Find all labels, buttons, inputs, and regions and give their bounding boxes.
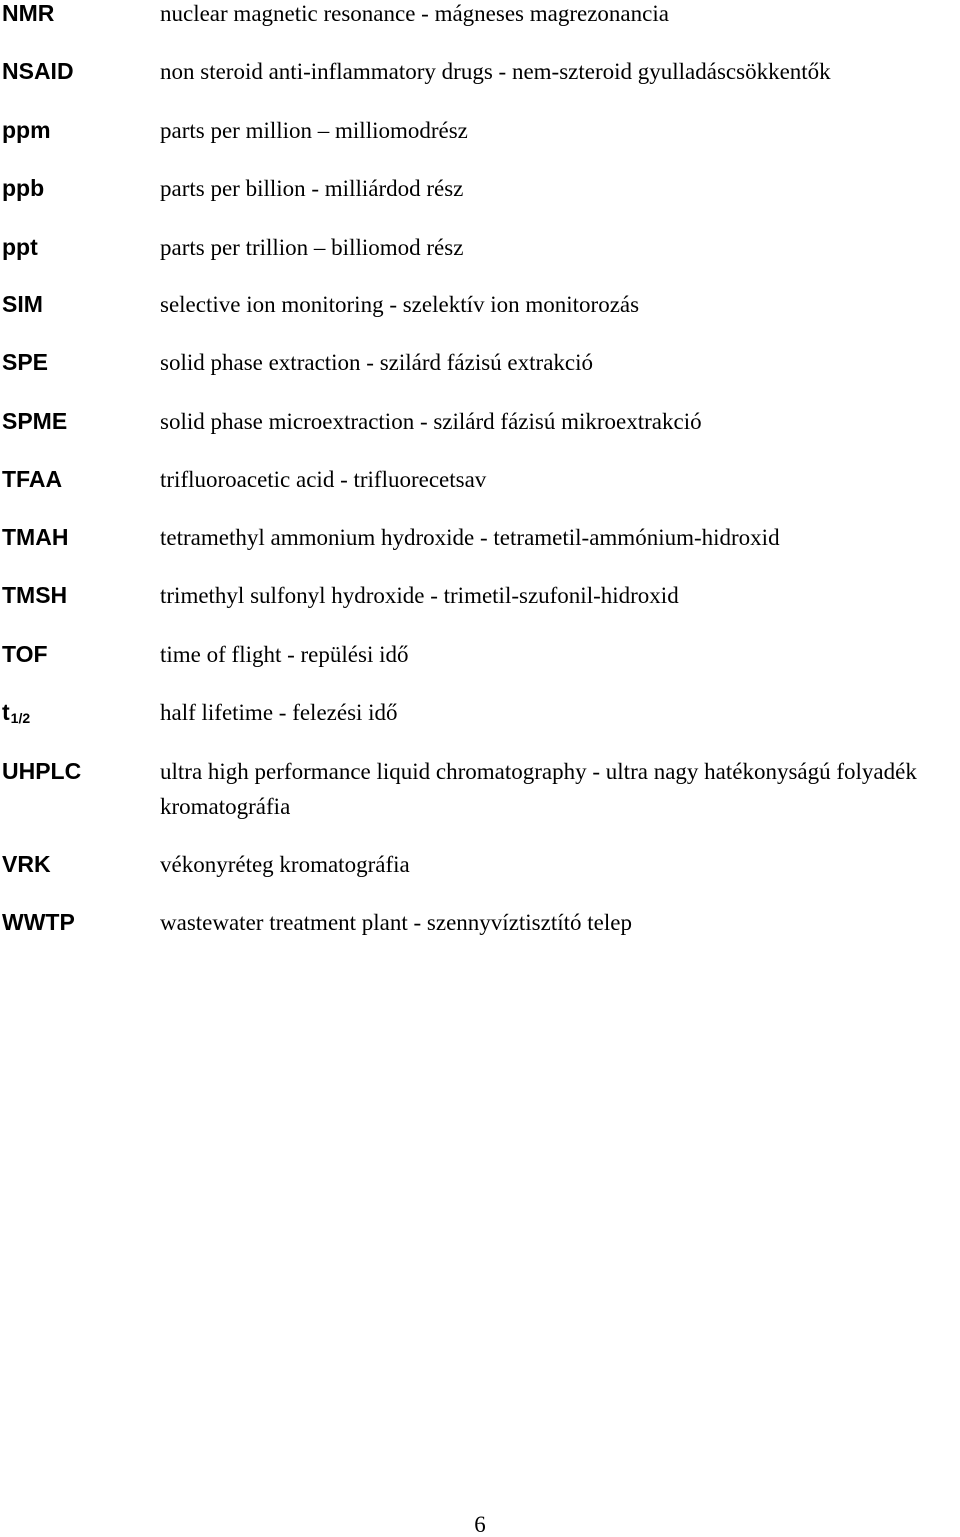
abbreviation-definition: tetramethyl ammonium hydroxide - tetrametil-ammónium-hidroxid [160,525,780,550]
abbreviation-definition: non steroid anti-inflammatory drugs - nem-szteroid gyulladáscsökkentők [160,59,831,84]
abbreviation-term: WWTP [2,909,75,935]
abbreviation-definition: time of flight - repülési idő [160,642,409,667]
abbreviation-definition: parts per million – milliomodrész [160,118,468,143]
abbreviation-definition: vékonyréteg kromatográfia [160,852,410,877]
abbreviation-term: ppb [2,175,45,201]
page-number: 6 [474,1512,486,1537]
abbreviation-term: ppt [2,234,38,260]
abbreviation-term: TFAA [2,466,63,492]
abbreviation-definition: trimethyl sulfonyl hydroxide - trimetil-szufonil-hidroxid [160,583,679,608]
abbreviation-term: TMAH [2,524,69,550]
abbreviation-definition: parts per billion - milliárdod rész [160,176,464,201]
abbreviation-term: VRK [2,851,51,877]
abbreviation-term: NSAID [2,58,74,84]
abbreviation-term-subscript: 1/2 [10,710,31,726]
abbreviation-definition: solid phase extraction - szilárd fázisú extrakció [160,350,594,375]
abbreviation-definition: ultra high performance liquid chromatography - ultra nagy hatékonyságú folyadék kromatográfia [160,759,917,819]
abbreviation-term: NMR [2,0,55,26]
abbreviation-term: ppm [2,117,51,143]
abbreviation-definition: parts per trillion – billiomod rész [160,235,464,260]
abbreviation-term: UHPLC [2,758,82,784]
abbreviation-definition: solid phase microextraction - szilárd fázisú mikroextrakció [160,409,702,434]
abbreviation-term: TMSH [2,582,68,608]
abbreviation-term: SPE [2,349,49,375]
abbreviation-term [2,700,30,727]
abbreviation-term: SIM [2,291,43,317]
abbreviation-term-base: t [2,699,10,725]
abbreviation-term: TOF [2,641,48,667]
abbreviation-definition: trifluoroacetic acid - trifluorecetsav [160,467,487,492]
abbreviation-definition: nuclear magnetic resonance - mágneses magrezonancia [160,1,669,26]
abbreviation-definition: half lifetime - felezési idő [160,700,398,725]
abbreviation-term: SPME [2,408,68,434]
abbreviation-definition: wastewater treatment plant - szennyvíztisztító telep [160,910,632,935]
abbreviation-definition: selective ion monitoring - szelektív ion monitorozás [160,292,640,317]
